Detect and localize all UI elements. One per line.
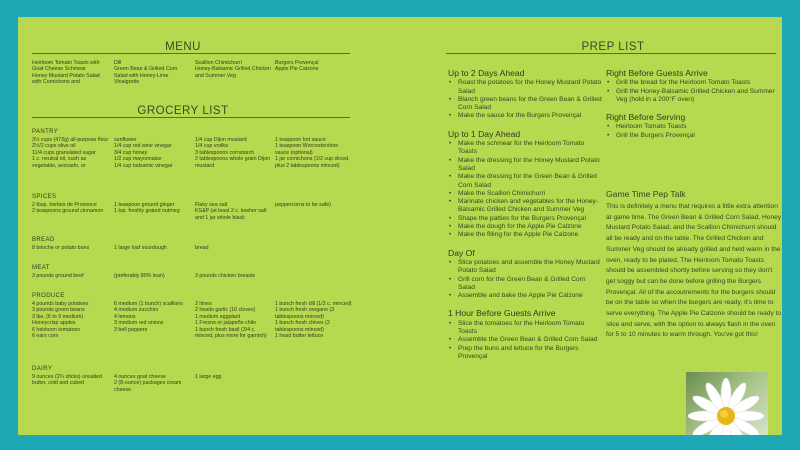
grocery-item: 9 ounces (2¼ sticks) unsalted butter, cold and cubed (32, 374, 103, 387)
grocery-rule (32, 117, 350, 118)
prep-task: • Slice potatoes and assemble the Honey Mustard Potato Salad (458, 259, 603, 276)
grocery-item: 3 medium red onions (114, 320, 164, 327)
prep-task-list (448, 79, 603, 120)
grocery-item: peppercorns to be safe) (275, 202, 331, 208)
prep-task: • Grill corn for the Green Bean & Grilled Corn Salad (458, 276, 603, 293)
grocery-column (114, 245, 192, 251)
prep-task: • Make the Scallion Chimichurri (458, 190, 603, 198)
grocery-item: 6 ears corn (32, 333, 59, 340)
grocery-column (114, 202, 192, 215)
grocery-item: 1 bunch fresh oregano (3 tablespoons minced) (275, 307, 335, 320)
grocery-item: 1 c. neutral oil, such as vegetable, avocado, or (32, 156, 87, 169)
prep-task: • Assemble and bake the Apple Pie Calzone (458, 292, 603, 300)
grocery-item: 4 pounds baby potatoes (32, 301, 89, 307)
prep-group (448, 69, 603, 121)
grocery-column (195, 137, 273, 169)
grocery-item: 8 brioche or potato buns (32, 245, 90, 251)
grocery-column (32, 202, 110, 215)
prep-group (448, 309, 603, 361)
grocery-item: 4 medium zucchini (114, 307, 158, 314)
menu-column (114, 60, 192, 86)
prep-title: PREP LIST (581, 41, 645, 53)
menu-item: Heirloom Tomato Toasts with Goat Cheese Schmear (32, 60, 100, 73)
grocery-item: 1 bunch fresh dill (1/2 c. minced) (275, 301, 352, 307)
grocery-item: 2 teaspoons ground cinnamon (32, 208, 104, 215)
grocery-item: 2 (8-ounce) packages cream cheese (114, 380, 182, 393)
grocery-column (32, 301, 110, 339)
grocery-item: 3 pounds chicken breasts (195, 273, 256, 279)
menu-item: Burgers Provençal (275, 60, 319, 66)
grocery-item: 3/4 cup honey (114, 149, 148, 156)
grocery-item: 2 tablespoons whole grain Dijon mustard (195, 156, 271, 169)
grocery-item: 3 bell peppers (114, 326, 148, 333)
menu-column (275, 60, 353, 73)
grocery-column (114, 273, 192, 279)
menu-rule (32, 53, 350, 54)
grocery-column (275, 137, 353, 169)
prep-task: • Heirloom Tomato Toasts (616, 123, 776, 131)
prep-task-list (448, 140, 603, 240)
grocery-section-heading: MEAT (32, 265, 50, 271)
grocery-column (195, 273, 273, 279)
grocery-column (114, 137, 192, 169)
grocery-column (195, 202, 273, 221)
prep-group (448, 249, 603, 301)
prep-task: • Prep the buns and lettuce for the Burgers Provençal (458, 345, 603, 362)
grocery-column (32, 137, 110, 169)
menu-item: Honey Mustard Potato Salad with Cornichons and (32, 72, 100, 86)
grocery-column (114, 374, 192, 393)
grocery-item: 6 heirloom tomatoes (32, 326, 80, 333)
daisy-photo (686, 372, 768, 435)
menu-item: Apple Pie Calzone (275, 66, 319, 73)
grocery-item: 3½ cups (473g) all-purpose flour (32, 137, 109, 143)
grocery-item: 2 limes (195, 301, 212, 307)
grocery-section-heading: DAIRY (32, 366, 53, 372)
grocery-item: 1 Fresno or jalapeño chile (195, 320, 256, 327)
prep-group-heading: 1 Hour Before Guests Arrive (448, 308, 556, 319)
prep-group-heading: Right Before Serving (606, 112, 686, 123)
grocery-item: 1 large egg (195, 374, 222, 380)
prep-task: • Assemble the Green Bean & Grilled Corn Salad (458, 336, 603, 344)
grocery-column (275, 301, 353, 339)
grocery-column (195, 245, 273, 251)
grocery-column (195, 301, 273, 339)
grocery-item: 1 teaspoon ground ginger (114, 202, 175, 208)
grocery-item: 1 head butter lettuce (275, 333, 324, 340)
prep-rule (446, 53, 776, 54)
grocery-item: 2 tbsp. herbes de Provence (32, 202, 97, 208)
grocery-section-heading: PANTRY (32, 129, 59, 135)
menu-column (32, 60, 110, 86)
grocery-column (32, 245, 110, 251)
prep-task: • Grill the Burgers Provençal (616, 132, 776, 140)
menu-title: MENU (165, 41, 201, 53)
grocery-item: 1/4 cup red wine vinegar (114, 143, 172, 150)
grocery-column (32, 374, 110, 387)
menu-item: Honey-Balsamic Grilled Chicken and Summer Veg (195, 66, 271, 79)
prep-task: • Blanch green beans for the Green Bean & Grilled Corn Salad (458, 96, 603, 113)
menu-item: Scallion Chimichurri (195, 60, 242, 66)
menu-item: Dill (114, 60, 122, 66)
pep-talk-heading: Game Time Pep Talk (606, 189, 686, 199)
grocery-item: 3 lbs. (6 to 9 medium) Honeycrisp apples (32, 313, 84, 327)
grocery-item: 1 tsp. freshly grated nutmeg (114, 208, 180, 215)
grocery-item: 2 heads garlic (10 cloves) (195, 307, 256, 314)
prep-task: • Slice the tomatoes for the Heirloom Tomato Toasts (458, 320, 603, 337)
grocery-section-heading: SPICES (32, 194, 57, 200)
pep-talk-text: This is definitely a menu that requires a little extra attention at game time. The Green Bean & Grilled Corn Salad, Honey Mustard Potato Salad, and the Scallion Chimichurri should all be ready and on the table. The Grilled Chicken and Summer Veg should be already grilled and held warm in the oven, ready to be plated. The Heirloom Tomato Toasts should be assembled shortly before serving so they don't get soggy but can be done before grilling the Burgers Provençal. All of the accoutrements for the burgers should be on the table so when the burgers are ready, it's time to serve everything. The Apple Pie Calzone should be ready to slice and serve, with the option to always flash in the oven for 5 to 10 minutes to warm through. You've got this! (606, 203, 782, 339)
prep-task: • Marinate chicken and vegetables for the Honey-Balsamic Grilled Chicken and Summer Veg (458, 198, 603, 215)
grocery-item: bread (195, 245, 209, 251)
prep-group (606, 69, 776, 104)
prep-task: • Make the sauce for the Burgers Provençal (458, 112, 603, 120)
grocery-item: 4 lemons (114, 313, 136, 320)
grocery-column (195, 374, 273, 380)
prep-group-heading: Up to 2 Days Ahead (448, 68, 525, 78)
grocery-item: Flaky sea salt (195, 202, 228, 208)
grocery-item: sunflower (114, 137, 137, 143)
prep-right-column (606, 69, 776, 140)
grocery-section-heading: BREAD (32, 237, 55, 243)
grocery-item: 3 tablespoons cornstarch (195, 149, 255, 156)
grocery-item: 1 medium eggplant (195, 313, 241, 320)
grocery-item: 1 bunch fresh basil (3/4 c. minced, plus more for garnish) (195, 326, 267, 340)
grocery-section-heading: PRODUCE (32, 293, 65, 299)
grocery-item: 11/4 cups granulated sugar (32, 149, 96, 156)
prep-group-heading: Up to 1 Day Ahead (448, 128, 521, 139)
prep-group (606, 113, 776, 140)
prep-task-list (448, 320, 603, 361)
grocery-item: 4 ounces goat cheese (114, 374, 166, 380)
prep-task: • Make the dough for the Apple Pie Calzone (458, 223, 603, 231)
grocery-column (32, 273, 110, 279)
prep-task-list (606, 79, 776, 104)
prep-left-column (448, 69, 603, 361)
prep-task: • Grill the Honey-Balsamic Grilled Chicken and Summer Veg (hold in a 200°F oven) (616, 88, 776, 105)
prep-task-list (448, 259, 603, 300)
grocery-item: 3 pounds green beans (32, 307, 85, 314)
grocery-item: 1 jar cornichons (1/2 cup sliced, plus 2 tablespoons minced) (275, 156, 350, 169)
grocery-item: 1 teaspoon Worcestershire sauce (optional) (275, 143, 339, 156)
grocery-item: 3 pounds ground beef (32, 273, 84, 279)
menu-column (195, 60, 273, 79)
grocery-item: 1 teaspoon hot sauce (275, 137, 326, 143)
grocery-item: 6 medium (1 bunch) scallions (114, 301, 183, 307)
prep-task: • Make the dressing for the Green Bean & Grilled Corn Salad (458, 173, 603, 190)
menu-item: Green Bean & Grilled Corn Salad with Honey-Lime Vinaigrette (114, 66, 178, 86)
prep-task: • Make the filling for the Apple Pie Calzone (458, 231, 603, 239)
grocery-item: KS&P (at least 2 c. kosher salt and 1 jar whole black (195, 208, 267, 221)
grocery-item: (preferably 80% lean) (114, 273, 165, 279)
grocery-column (275, 202, 353, 208)
grocery-item: 1/4 cup vodka (195, 143, 228, 150)
prep-task: • Grill the bread for the Heirloom Tomato Toasts (616, 79, 776, 87)
grocery-item: 1 bunch fresh chives (2 tablespoons minced) (275, 320, 330, 333)
prep-task: • Make the dressing for the Honey Mustard Potato Salad (458, 157, 603, 174)
pep-talk (606, 189, 782, 341)
grocery-item: 1 large loaf sourdough (114, 245, 167, 251)
grocery-item: 1/2 cup mayonnaise (114, 156, 162, 163)
grocery-item: 1/4 cup balsamic vinegar (114, 162, 173, 169)
prep-group-heading: Right Before Guests Arrive (606, 68, 708, 78)
prep-task-list (606, 123, 776, 140)
grocery-item: 1/4 cup Dijon mustard (195, 137, 247, 143)
grocery-item: 2½/2 cups olive oil (32, 143, 76, 150)
prep-group (448, 130, 603, 240)
grocery-title: GROCERY LIST (137, 105, 229, 117)
slide-page (18, 17, 782, 435)
prep-task: • Roast the potatoes for the Honey Mustard Potato Salad (458, 79, 603, 96)
grocery-column (114, 301, 192, 333)
prep-group-heading: Day Of (448, 247, 475, 258)
prep-task: • Shape the patties for the Burgers Provençal (458, 215, 603, 223)
prep-task: • Make the schmear for the Heirloom Tomato Toasts (458, 140, 603, 157)
